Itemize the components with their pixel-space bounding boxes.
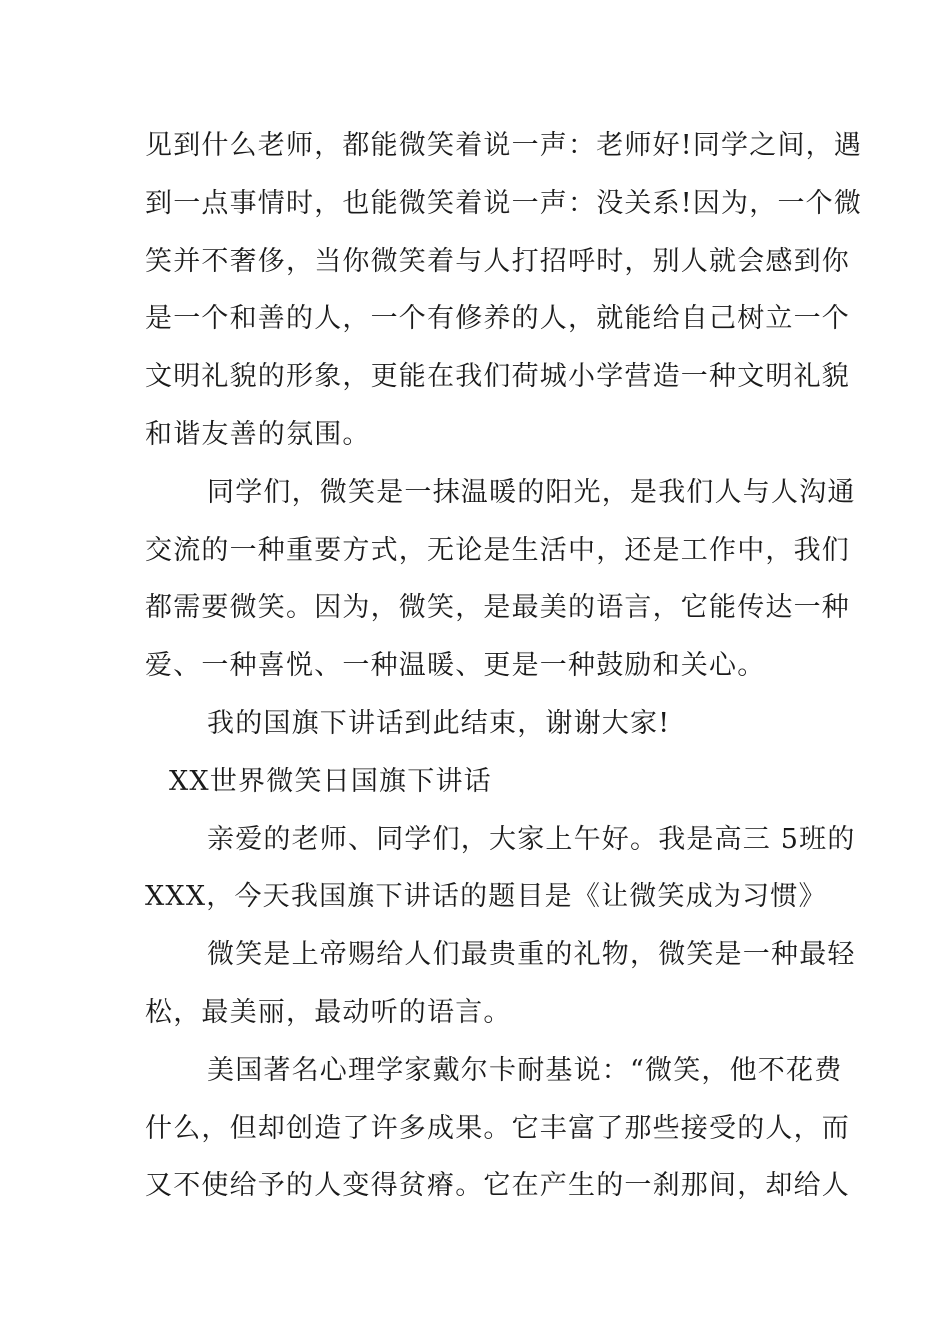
section-heading <box>145 753 815 811</box>
text-line: 见到什么老师，都能微笑着说一声：老师好!同学之间，遇 <box>145 130 863 161</box>
text-line: 松，最美丽，最动听的语言。 <box>145 996 512 1028</box>
paragraph-6 <box>145 926 856 1042</box>
text-line: 文明礼貌的形象，更能在我们荷城小学营造一种文明礼貌 <box>145 361 850 393</box>
paragraph-3 <box>145 695 815 753</box>
text-line: 我的国旗下讲话到此结束，谢谢大家! <box>207 707 671 739</box>
text-line: 是一个和善的人，一个有修养的人，就能给自己树立一个 <box>145 303 850 335</box>
text-line: 亲爱的老师、同学们，大家上午好。我是高三 5班的 <box>207 823 856 855</box>
text-line: 爱、一种喜悦、一种温暖、更是一种鼓励和关心。 <box>145 650 766 682</box>
paragraph-1 <box>145 117 863 464</box>
text-line: 都需要微笑。因为，微笑，是最美的语言，它能传达一种 <box>145 592 850 624</box>
document-body <box>145 117 863 1215</box>
text-line: 又不使给予的人变得贫瘠。它在产生的一刹那间，却给人 <box>145 1170 850 1202</box>
text-line: 什么，但却创造了许多成果。它丰富了那些接受的人，而 <box>145 1112 850 1144</box>
text-line: 笑并不奢侈，当你微笑着与人打招呼时，别人就会感到你 <box>145 245 850 277</box>
text-line: 美国著名心理学家戴尔卡耐基说：“微笑，他不花费 <box>207 1054 843 1086</box>
heading-line: XX世界微笑日国旗下讲话 <box>169 765 492 797</box>
text-line: 同学们，微笑是一抹温暖的阳光，是我们人与人沟通 <box>207 476 856 508</box>
text-line: 微笑是上帝赐给人们最贵重的礼物，微笑是一种最轻 <box>207 939 856 971</box>
text-line: 到一点事情时，也能微笑着说一声：没关系!因为，一个微 <box>145 187 863 219</box>
paragraph-5 <box>145 811 856 927</box>
text-line: 和谐友善的氛围。 <box>145 418 371 450</box>
text-line: 交流的一种重要方式，无论是生活中，还是工作中，我们 <box>145 534 850 566</box>
paragraph-7 <box>145 1042 850 1215</box>
text-line: XXX，今天我国旗下讲话的题目是《让微笑成为习惯》 <box>145 881 827 913</box>
paragraph-2 <box>145 464 856 695</box>
